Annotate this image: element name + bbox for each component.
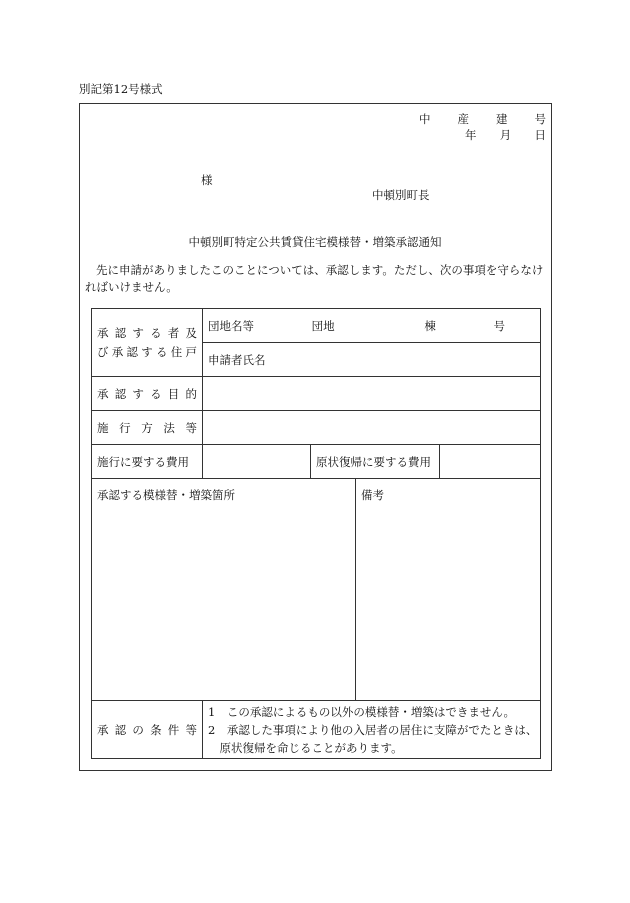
date-char: 日: [534, 128, 546, 142]
document-number: [419, 111, 546, 127]
addressee: 様: [201, 173, 213, 187]
condition-1: 1 この承認によるもの以外の模様替・増築はできません。: [208, 704, 516, 719]
construction-cost-label: 施行に要する費用: [92, 445, 203, 479]
number-char: 産: [457, 112, 469, 126]
number-char: 建: [496, 112, 508, 126]
approver-label-line1: 承 認 す る 者 及: [97, 326, 197, 340]
purpose-label-cell: 承 認 す る 目 的: [92, 377, 203, 411]
table-row: [92, 377, 541, 411]
purpose-field[interactable]: [203, 377, 541, 411]
restoration-cost-field[interactable]: [440, 445, 541, 479]
condition-2-continued: 原状復帰を命じることがあります。: [208, 740, 403, 755]
table-row: [92, 309, 541, 343]
approver-label-cell: [92, 309, 203, 377]
location-field[interactable]: 承認する模様替・増築箇所: [92, 479, 356, 701]
applicant-name-field[interactable]: 申請者氏名: [203, 343, 541, 377]
table-row: [92, 479, 541, 701]
document-title: 中頓別町特定公共賃貸住宅模様替・増築承認通知: [188, 235, 442, 249]
date-char: 月: [499, 128, 512, 142]
table-row: [92, 411, 541, 445]
approver-label-line2: び 承 認 す る 住 戸: [97, 345, 197, 359]
date-char: 年: [465, 128, 477, 142]
sender: 中頓別町長: [372, 188, 430, 202]
form-label: 別記第12号様式: [79, 82, 163, 96]
table-row: [92, 701, 541, 759]
danchi-name-field[interactable]: 団地名等 団地 棟 号: [203, 309, 541, 343]
method-field[interactable]: [203, 411, 541, 445]
remarks-field[interactable]: 備考: [356, 479, 541, 701]
body-text: 先に申請がありましたこのことについては、承認します。ただし、次の事項を守らなければいけません。: [85, 263, 544, 294]
restoration-cost-label: 原状復帰に要する費用: [311, 445, 440, 479]
method-label-cell: 施 行 方 法 等: [92, 411, 203, 445]
document-date: [465, 127, 546, 143]
construction-cost-field[interactable]: [203, 445, 311, 479]
conditions-field: [203, 701, 541, 759]
table-row: [92, 445, 541, 479]
number-char: 中: [419, 112, 431, 126]
conditions-label-cell: 承 認 の 条 件 等: [92, 701, 203, 759]
condition-2: 2 承認した事項により他の入居者の居住に支障がでたときは、: [208, 722, 538, 737]
approval-table: [91, 308, 541, 759]
number-char: 号: [534, 112, 546, 126]
